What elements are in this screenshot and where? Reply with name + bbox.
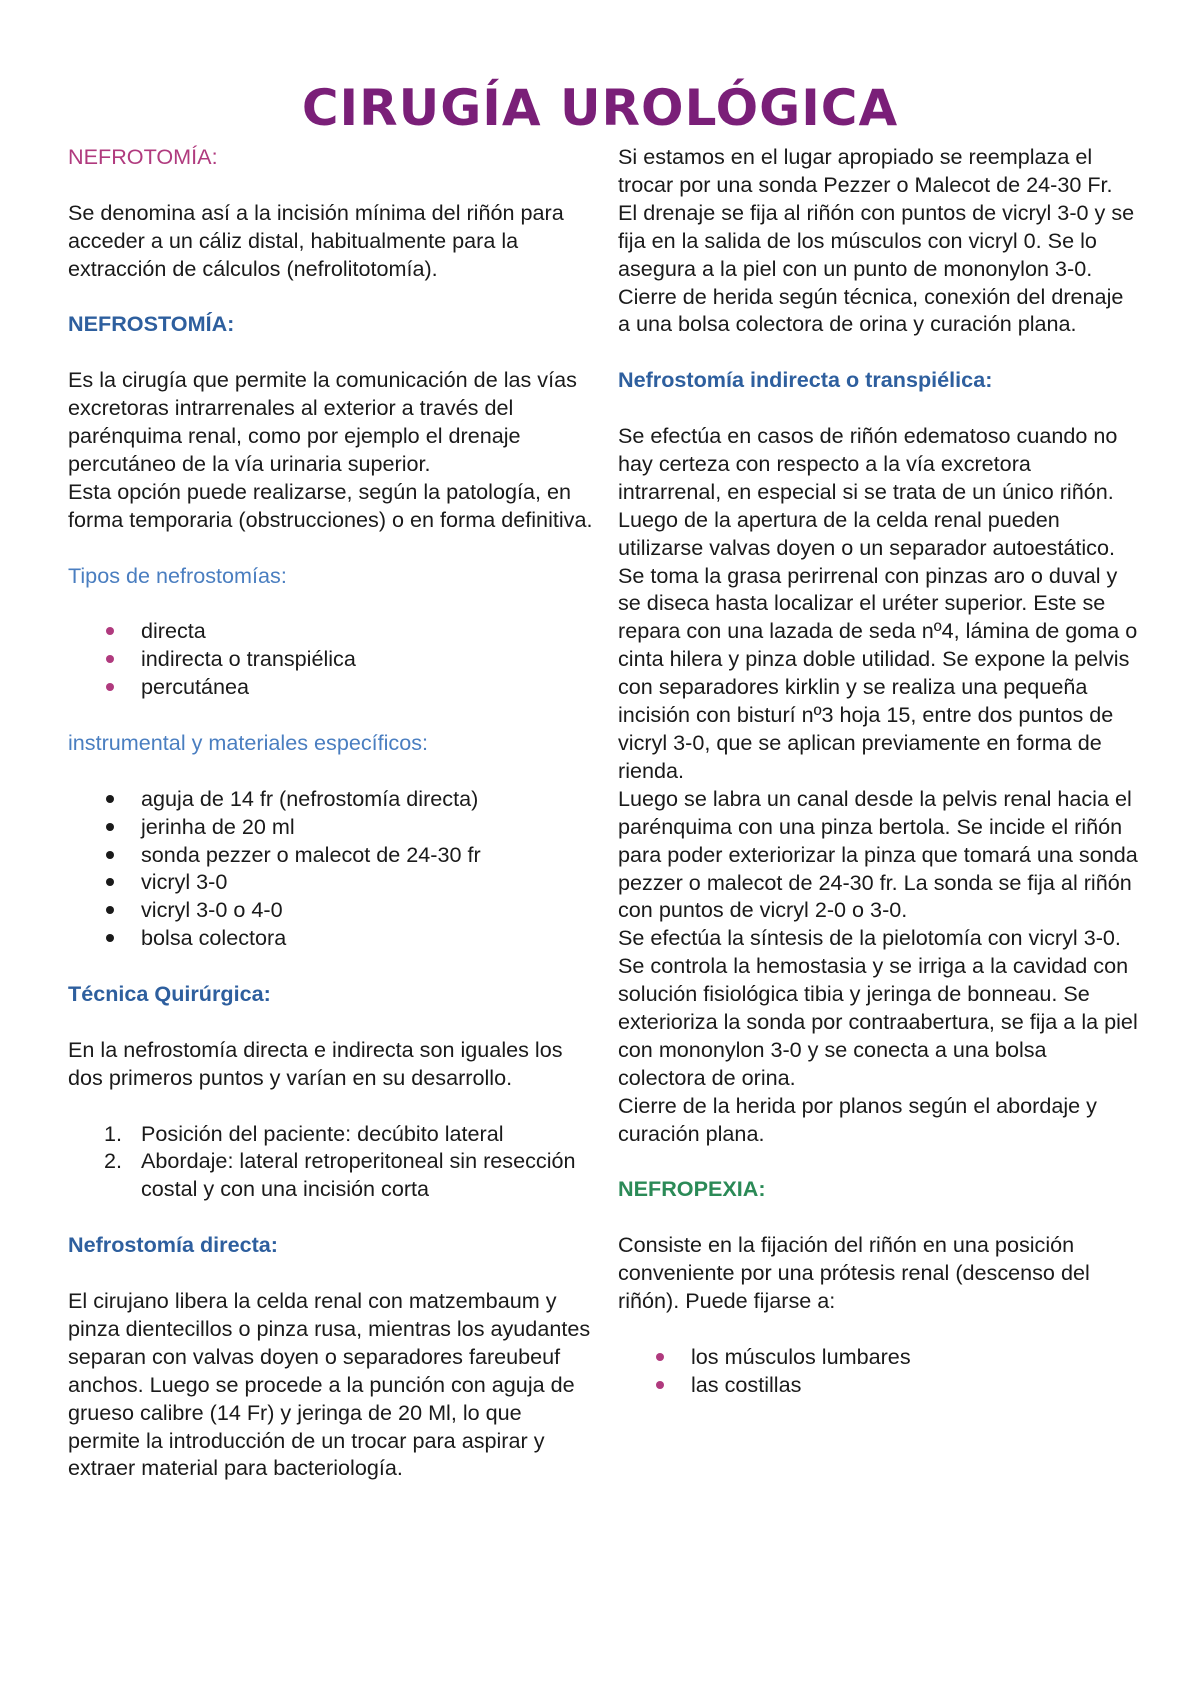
paragraph: Cierre de la herida por planos según el abordaje y curación plana. [618, 1092, 1097, 1146]
subheading-instrumental: instrumental y materiales específicos: [68, 729, 429, 755]
list-item: las costillas [618, 1371, 1138, 1399]
paragraph: El drenaje se fija al riñón con puntos de vicryl 3-0 y se fija en la salida de los músculos con vicryl 0. Se lo asegura a la piel con un punto de mononylon 3-0. [618, 199, 1135, 281]
paragraph: Es la cirugía que permite la comunicación de las vías excretoras intrarrenales al exterior a través del parénquima renal, como por ejemplo el drenaje percutáneo de la vía urinaria superior. [68, 367, 577, 476]
section-heading-nefrotomia: NEFROTOMÍA: [68, 144, 218, 169]
left-column [68, 143, 598, 1510]
list-text: Posición del paciente: decúbito lateral [141, 1120, 504, 1146]
list-item: vicryl 3-0 [68, 868, 598, 896]
instrumental-list [68, 785, 598, 952]
section-heading-tecnica: Técnica Quirúrgica: [68, 981, 271, 1007]
section-heading-nefropexia: NEFROPEXIA: [618, 1176, 766, 1202]
paragraph: Luego de la apertura de la celda renal pueden utilizarse valvas doyen o un separador autoestático. Se toma la grasa perirrenal con pinzas aro o duval y se diseca hasta localizar el uréter superior. Este se repara con una lazada de seda nº4, lámina de goma o cinta hilera y pinza doble utilidad. Se expone la pelvis con separadores kirklin y se realiza una pequeña incisión con bisturí nº3 hoja 15, entre dos puntos de vicryl 3-0, que se aplican previamente en forma de rienda. [618, 506, 1138, 783]
list-item: bolsa colectora [68, 924, 598, 952]
list-item: vicryl 3-0 o 4-0 [68, 896, 598, 924]
paragraph: Se efectúa en casos de riñón edematoso cuando no hay certeza con respecto a la vía excretora intrarrenal, en especial si se trata de un único riñón. [618, 423, 1118, 504]
paragraph: Luego se labra un canal desde la pelvis renal hacia el parénquima con una pinza bertola. Se incide el riñón para poder exteriorizar la pinza que tomará una sonda pezzer o malecot de 24-30 fr. La sonda se fija al riñón con puntos de vicryl 2-0 o 3-0. [618, 785, 1138, 923]
paragraph: Esta opción puede realizarse, según la patología, en forma temporaria (obstrucciones) o en forma definitiva. [68, 478, 593, 532]
list-item: jerinha de 20 ml [68, 813, 598, 841]
paragraph: Consiste en la fijación del riñón en una posición conveniente por una prótesis renal (descenso del riñón). Puede fijarse a: [618, 1232, 1090, 1314]
paragraph: Se controla la hemostasia y se irriga a la cavidad con solución fisiológica tibia y jeringa de bonneau. Se exterioriza la sonda por contraabertura, se fija a la piel con mononylon 3-0 y se conecta a una bolsa colectora de orina. [618, 953, 1138, 1090]
paragraph: Se efectúa la síntesis de la pielotomía con vicryl 3-0. [618, 925, 1121, 951]
pasos-list [68, 1120, 598, 1204]
list-item [68, 1147, 598, 1203]
fijaciones-list [618, 1343, 1138, 1399]
paragraph: Cierre de herida según técnica, conexión del drenaje a una bolsa colectora de orina y curación plana. [618, 283, 1124, 337]
list-item: directa [68, 617, 598, 645]
list-number: 1. [104, 1120, 123, 1146]
section-heading-directa: Nefrostomía directa: [68, 1232, 278, 1258]
list-item: los músculos lumbares [618, 1343, 1138, 1371]
subheading-tipos: Tipos de nefrostomías: [68, 562, 287, 588]
paragraph: El cirujano libera la celda renal con matzembaum y pinza dientecillos o pinza rusa, mientras los ayudantes separan con valvas doyen o separadores fareubeuf anchos. Luego se procede a la punción con aguja de grueso calibre (14 Fr) y jeringa de 20 Ml, lo que permite la introducción de un trocar para aspirar y extraer material para bacteriología. [68, 1287, 591, 1481]
list-item [68, 1120, 598, 1148]
tipos-list [68, 617, 598, 701]
section-heading-nefrostomia: NEFROSTOMÍA: [68, 311, 235, 337]
paragraph: Si estamos en el lugar apropiado se reemplaza el trocar por una sonda Pezzer o Malecot de 24-30 Fr. [618, 144, 1113, 197]
right-column [618, 143, 1138, 1427]
paragraph: Se denomina así a la incisión mínima del riñón para acceder a un cáliz distal, habitualmente para la extracción de cálculos (nefrolitotomía). [68, 199, 564, 281]
list-item: percutánea [68, 673, 598, 701]
section-heading-indirecta: Nefrostomía indirecta o transpiélica: [618, 367, 993, 393]
list-item: indirecta o transpiélica [68, 645, 598, 673]
list-text: Abordaje: lateral retroperitoneal sin resección costal y con una incisión corta [141, 1148, 576, 1202]
page-title: CIRUGÍA UROLÓGICA [301, 79, 899, 137]
list-number: 2. [104, 1148, 123, 1174]
list-item: aguja de 14 fr (nefrostomía directa) [68, 785, 598, 813]
paragraph: En la nefrostomía directa e indirecta son iguales los dos primeros puntos y varían en su desarrollo. [68, 1036, 563, 1090]
list-item: sonda pezzer o malecot de 24-30 fr [68, 841, 598, 869]
